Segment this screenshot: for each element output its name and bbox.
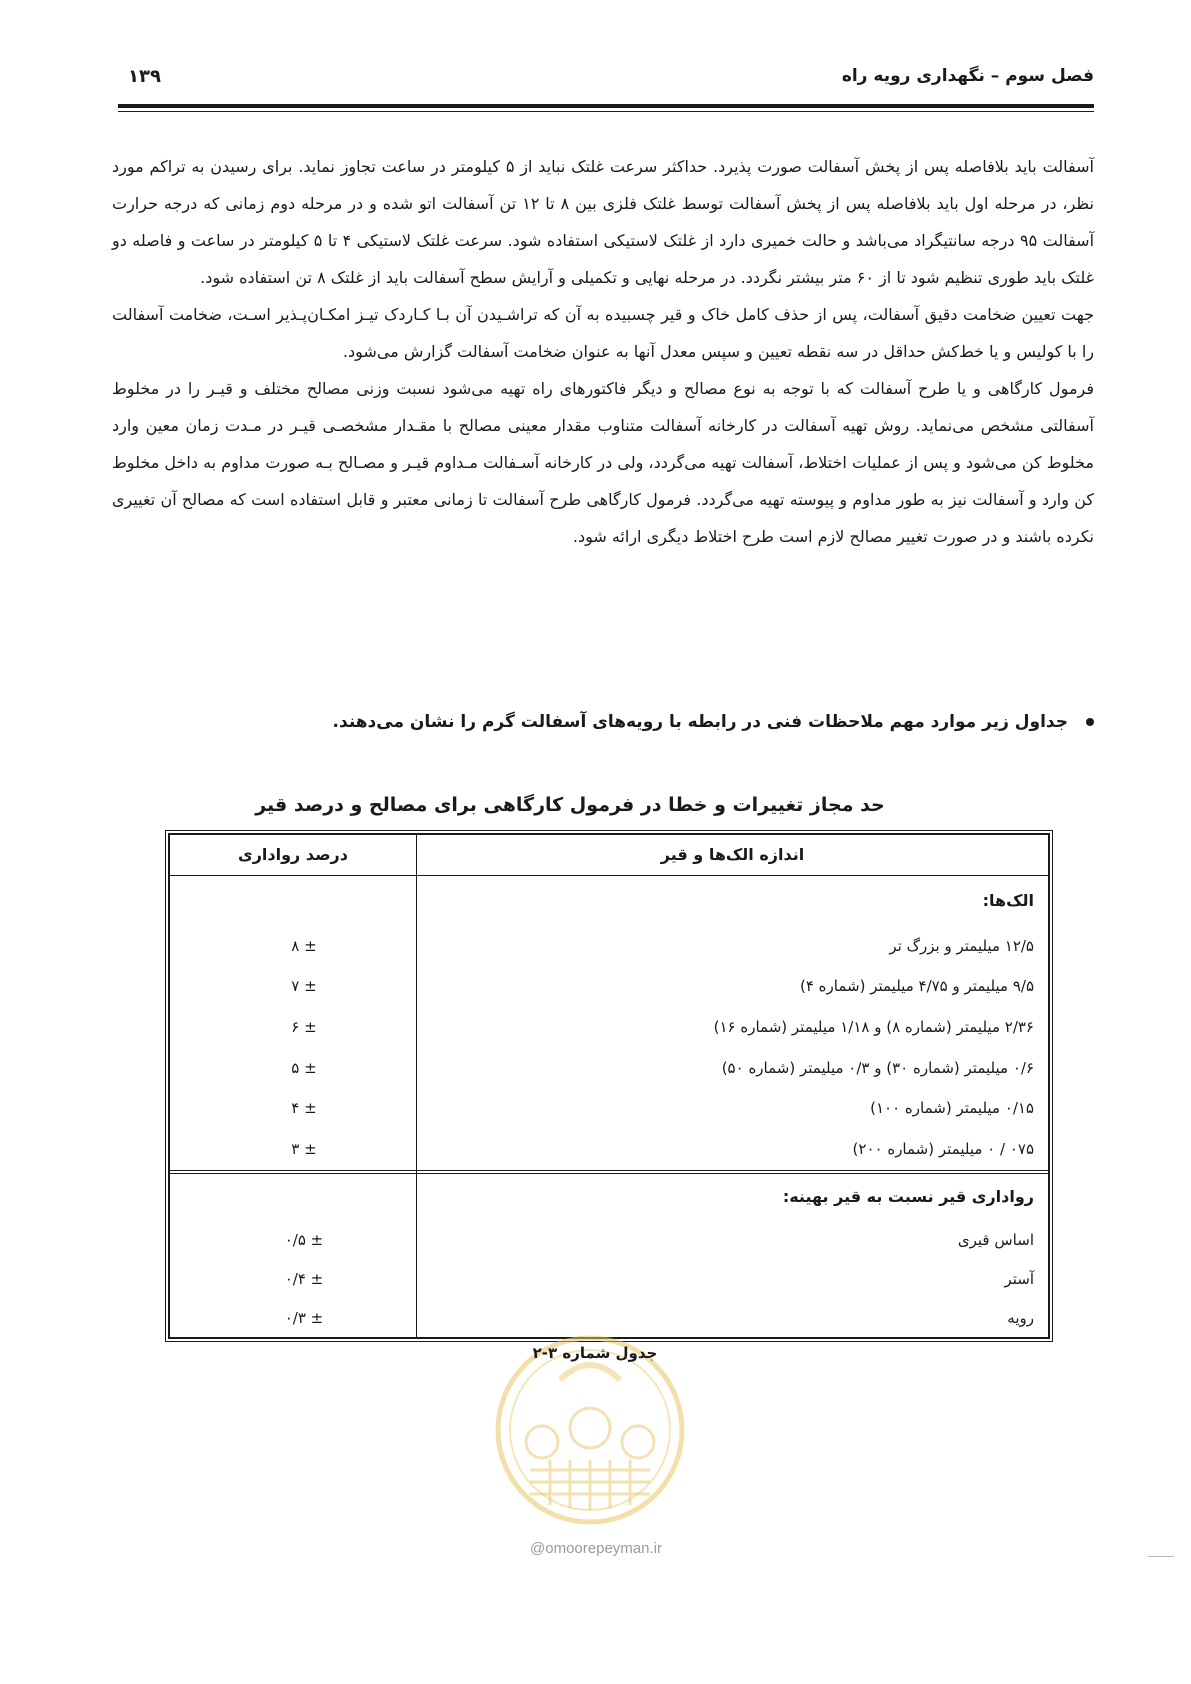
watermark-text: @omoorepeyman.ir [530,1540,662,1557]
bullet-dot-icon [1086,718,1094,726]
page-header [118,66,1094,114]
bitumen-heading: رواداری قیر نسبت به قیر بهینه: [782,1187,1034,1206]
bullet-note [332,712,1094,732]
sieve-row-label: ۰/۱۵ میلیمتر (شماره ۱۰۰) [870,1099,1034,1117]
sieve-row-label: ۰/۶ میلیمتر (شماره ۳۰) و ۰/۳ میلیمتر (شماره ۵۰) [721,1059,1034,1077]
section-divider [170,1170,1048,1171]
sieve-row-label: ۲/۳۶ میلیمتر (شماره ۸) و ۱/۱۸ میلیمتر (شماره ۱۶) [713,1018,1034,1036]
bitumen-row-value: ± ۰/۵ [284,1231,324,1249]
paragraph: جهت تعیین ضخامت دقیق آسفالت، پس از حذف کامل خاک و قیر چسبیده به آن که تراشـیدن آن بـا کـاردک تیـز امکـان‌پـذیر اسـت، ضخامت آسفالت را با کولیس و یا خط‌کش حداقل در سه نقطه تعیین و سپس معدل آنها به عنوان ضخامت آسفالت گزارش می‌شود. [112,305,1094,361]
sieve-row-value: ± ۶ [291,1018,317,1036]
sieve-row-label: ۹/۵ میلیمتر و ۴/۷۵ میلیمتر (شماره ۴) [799,977,1034,995]
table-caption: جدول شماره ۳-۲ [532,1344,658,1362]
sieve-row-value: ± ۵ [291,1059,317,1077]
bullet-text: جداول زیر موارد مهم ملاحظات فنی در رابطه با رویه‌های آسفالت گرم را نشان می‌دهند. [332,712,1068,732]
body-text [112,148,1094,555]
bitumen-row-label: آستر [1004,1270,1034,1288]
paragraph: فرمول کارگاهی و یا طرح آسفالت که با توجه به نوع مصالح و دیگر فاکتورهای راه تهیه می‌شود نسبت وزنی مصالح مختلف و قیـر را در مخلوط آسفالتی مشخص می‌نماید. روش تهیه آسفالت در کارخانه آسفالت متناوب مقدار معینی مصالح با مقـدار مشخصـی قیـر در مـدت زمان معین وارد مخلوط کن می‌شود و پس از عملیات اختلاط، آسفالت تهیه می‌گردد، ولی در کارخانه آسـفالت مـداوم قیـر و مصـالح بـه صورت مداوم به داخل مخلوط کن وارد و آسفالت نیز به طور مداوم و پیوسته تهیه می‌گردد. فرمول کارگاهی طرح آسفالت تا زمانی معتبر و قابل استفاده است که مصالح آن تغییری نکرده باشند و در صورت تغییر مصالح لازم است طرح اختلاط دیگری ارائه شود. [112,379,1094,546]
sieve-row-value: ± ۴ [291,1099,317,1117]
column-divider [416,835,417,1337]
corner-mark [1148,1556,1174,1557]
sieve-row-label: ۰۷۵ / ۰ میلیمتر (شماره ۲۰۰) [852,1140,1034,1158]
sieve-row-label: ۱۲/۵ میلیمتر و بزرگ تر [889,937,1034,955]
chapter-title: فصل سوم – نگهداری رویه راه [841,66,1094,86]
bitumen-row-label: اساس قیری [957,1231,1034,1249]
header-divider [170,875,1048,876]
column-header-size: اندازه الک‌ها و قیر [660,845,805,864]
bitumen-row-label: رویه [1007,1309,1034,1327]
sieve-row-value: ± ۸ [291,937,317,955]
tolerance-table [168,833,1050,1339]
sieve-row-value: ± ۷ [291,977,317,995]
bitumen-row-value: ± ۰/۳ [284,1309,324,1327]
sieve-row-value: ± ۳ [291,1140,317,1158]
sieves-heading: الک‌ها: [982,891,1034,910]
column-header-tolerance: درصد رواداری [238,845,348,864]
paragraph: آسفالت باید بلافاصله پس از پخش آسفالت صورت پذیرد. حداکثر سرعت غلتک نباید از ۵ کیلومتر در ساعت تجاوز نماید. برای رسیدن به تراکم مورد نظر، در مرحله اول باید بلافاصله پس از پخش آسفالت توسط غلتک فلزی بین ۸ تا ۱۲ تن آسفالت اتو شده و در مرحله دوم زمانی که درجه حرارت آسفالت ۹۵ درجه سانتیگراد می‌باشد و حالت خمیری دارد از غلتک لاستیکی استفاده شود. سرعت غلتک لاستیکی ۴ تا ۵ کیلومتر در ساعت و فاصله دو غلتک باید طوری تنظیم شود تا از ۶۰ متر بیشتر نگردد. در مرحله نهایی و تکمیلی و آرایش سطح آسفالت باید از غلتک ۸ تن استفاده شود. [112,157,1095,287]
header-rule-thin [118,111,1094,112]
header-rule [118,104,1094,108]
bitumen-row-value: ± ۰/۴ [284,1270,324,1288]
table-title: حد مجاز تغییرات و خطا در فرمول کارگاهی برای مصالح و درصد قیر [255,794,885,816]
page-number: ۱۳۹ [128,66,161,87]
